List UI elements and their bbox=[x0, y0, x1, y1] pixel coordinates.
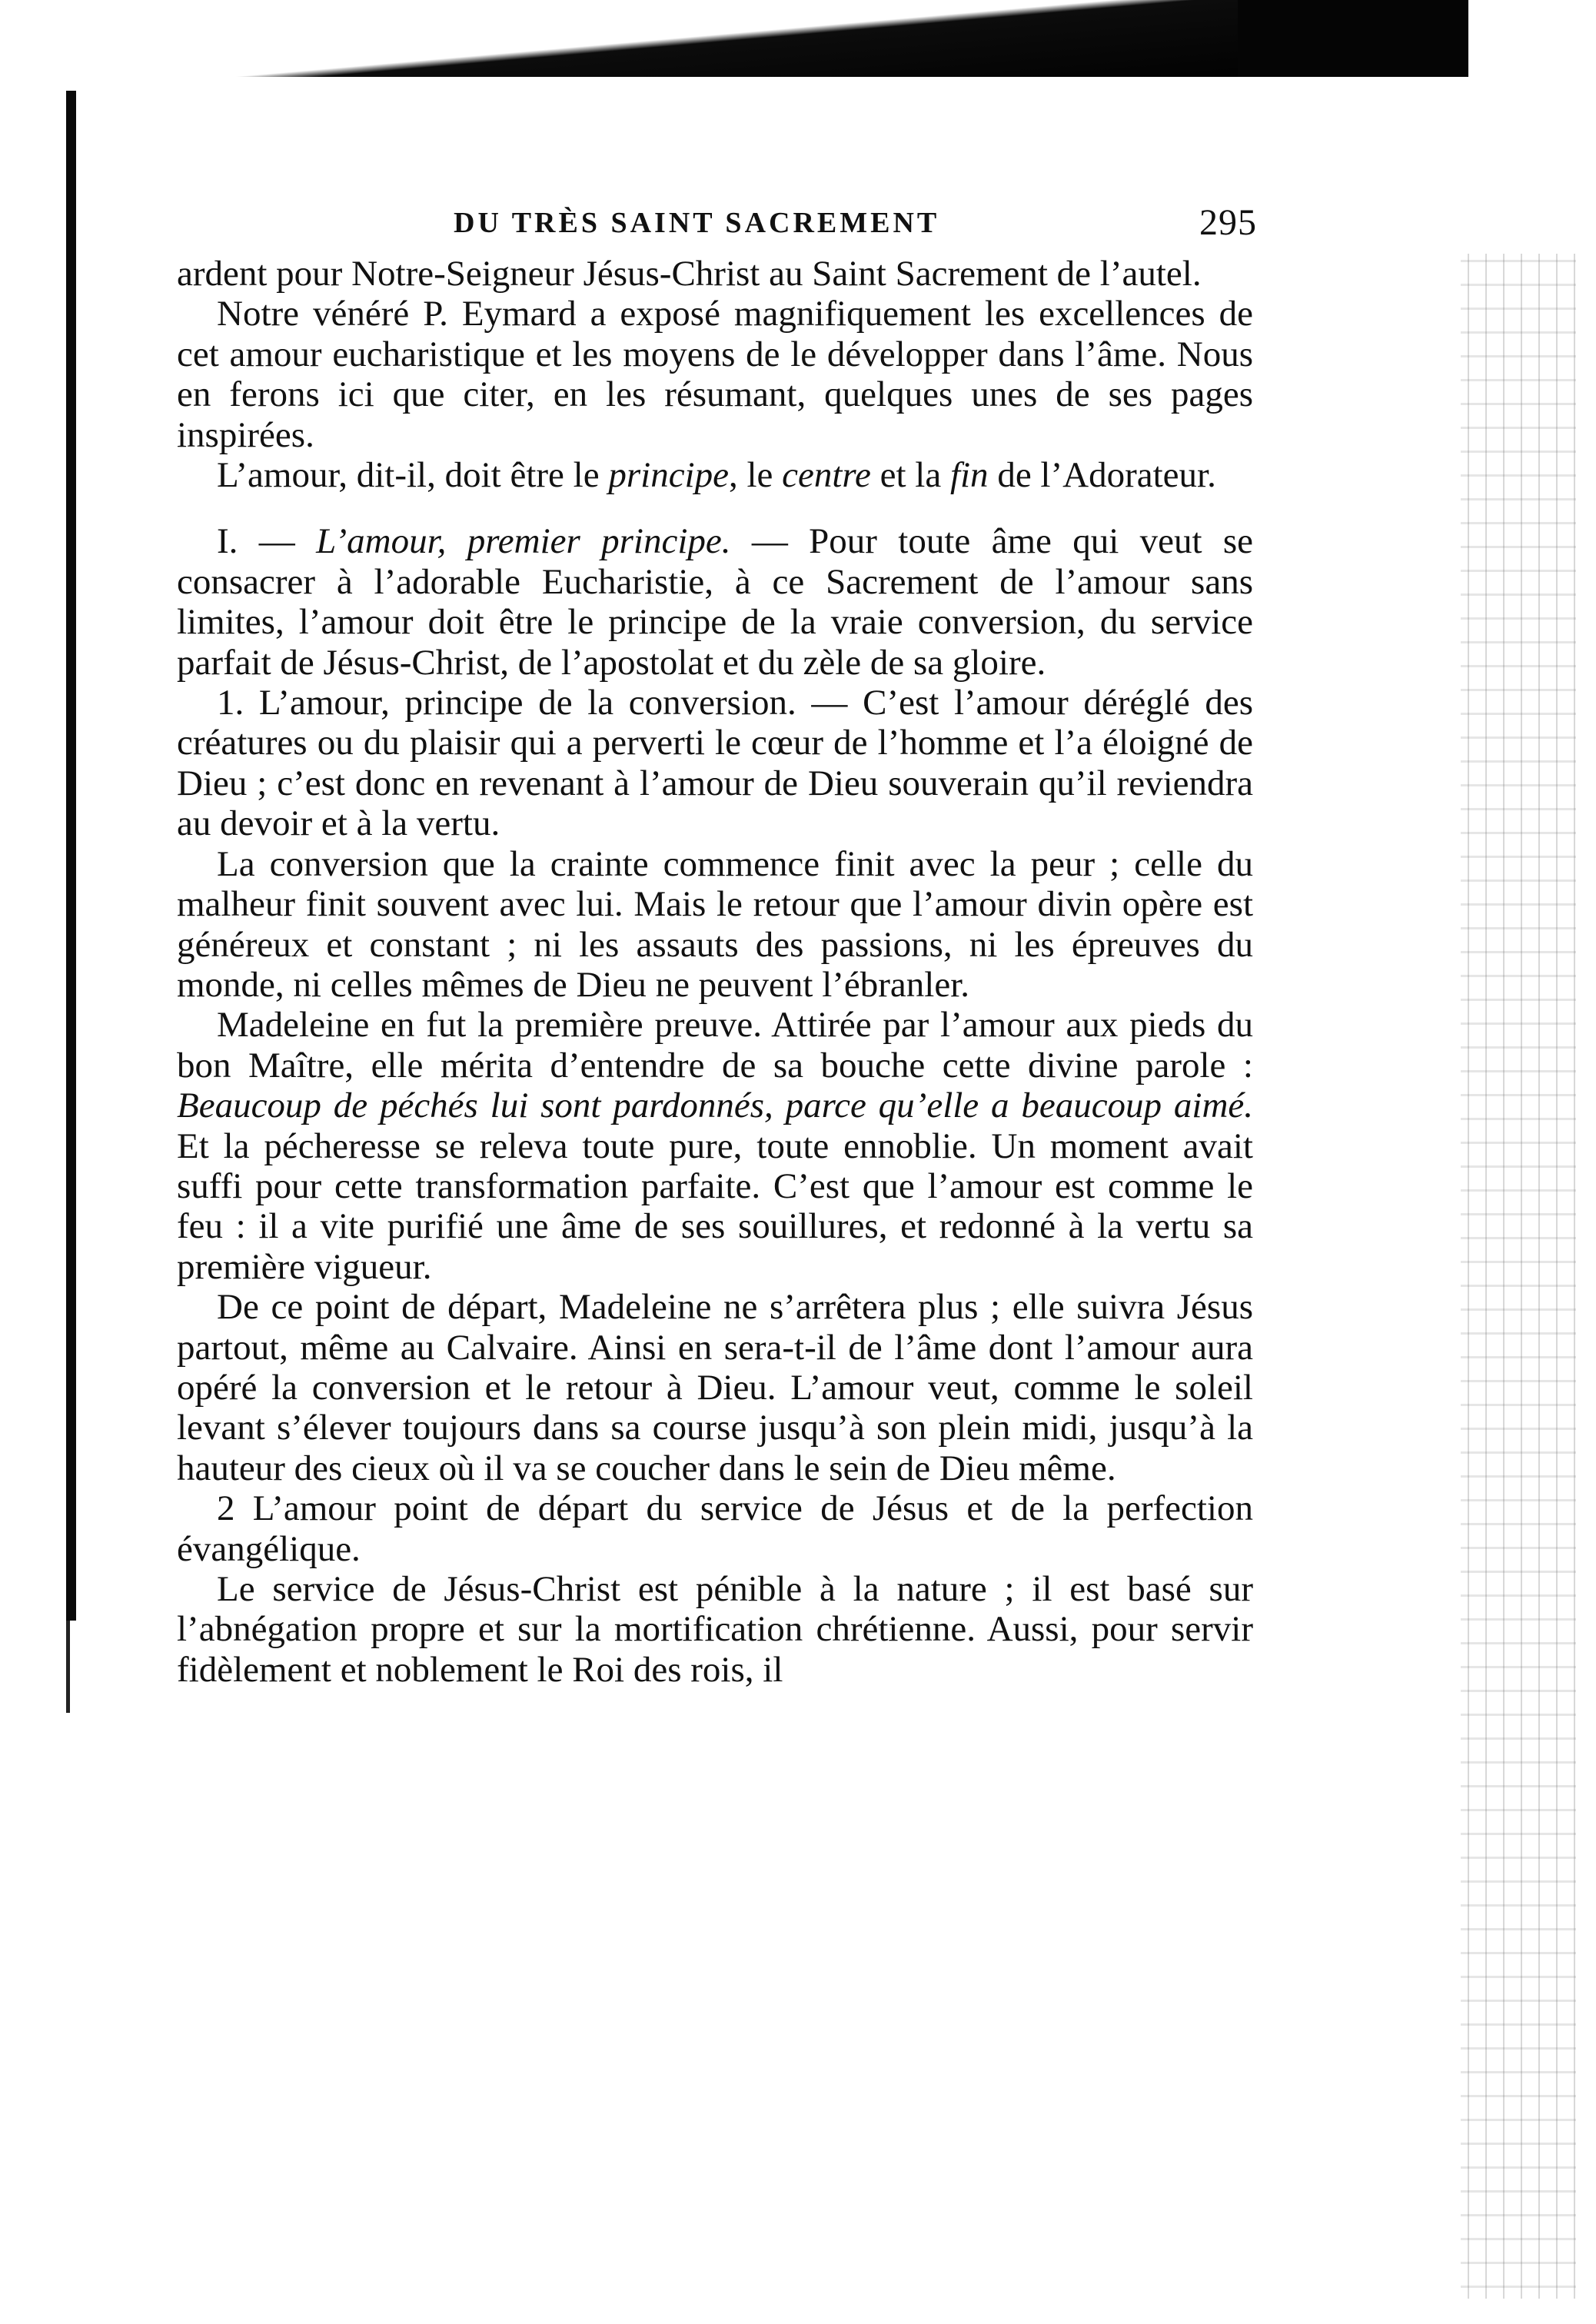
page-body bbox=[177, 254, 1253, 1690]
paragraph: L’amour, dit-il, doit être le principe, le centre et la fin de l’Adorateur. bbox=[217, 455, 1216, 496]
scan-bleed-through bbox=[1461, 254, 1576, 2299]
scan-edge-left bbox=[66, 91, 76, 1621]
paragraph: ardent pour Notre-Seigneur Jésus-Christ au Saint Sacrement de l’autel. bbox=[177, 254, 1202, 294]
page-header bbox=[177, 201, 1257, 248]
page-number: 295 bbox=[1199, 202, 1257, 243]
paragraph: De ce point de départ, Madeleine ne s’arrêtera plus ; elle suivra Jésus partout, même au Calvaire. Ainsi en sera-t-il de l’âme dont l’amour aura opéré la conversion et le retour à Dieu. L’amour veut, comme le soleil levant s’élever toujours dans sa course jusqu’à son plein midi, jusqu’à la hauteur des cieux où il va se coucher dans le sein de Dieu même. bbox=[177, 1287, 1253, 1488]
paragraph: Madeleine en fut la première preuve. Attirée par l’amour aux pieds du bon Maître, elle mérita d’entendre de sa bouche cette divine parole : Beaucoup de péchés lui sont pardonnés, parce qu’elle a beaucoup aimé. Et la pécheresse se releva toute pure, toute ennoblie. Un moment avait suffi pour cette transformation parfaite. C’est que l’amour est comme le feu : il a vite purifié une âme de ses souillures, et redonné à la vertu sa première vigueur. bbox=[177, 1005, 1253, 1287]
paragraph: Notre vénéré P. Eymard a exposé magnifiquement les excellences de cet amour eucharistique et les moyens de le développer dans l’âme. Nous en ferons ici que citer, en les résumant, quelques unes de ses pages inspirées. bbox=[177, 294, 1253, 455]
scan-edge-left-tail bbox=[66, 1621, 70, 1713]
paragraph: 2 L’amour point de départ du service de Jésus et de la perfection évangélique. bbox=[177, 1488, 1253, 1569]
running-head: DU TRÈS SAINT SACREMENT bbox=[454, 207, 940, 239]
scan-edge-top-right bbox=[1238, 0, 1468, 77]
paragraph: Le service de Jésus-Christ est pénible à la nature ; il est basé sur l’abnégation propre et sur la mortification chrétienne. Aussi, pour servir fidèlement et noblement le Roi des rois, il bbox=[177, 1569, 1253, 1690]
paragraph: La conversion que la crainte commence finit avec la peur ; celle du malheur finit souvent avec lui. Mais le retour que l’amour divin opère est généreux et constant ; ni les assauts des passions, ni les épreuves du monde, ni celles mêmes de Dieu ne peuvent l’ébranler. bbox=[177, 843, 1253, 1005]
paragraph: 1. L’amour, principe de la conversion. — C’est l’amour déréglé des créatures ou du plaisir qui a perverti le cœur de l’homme et l’a éloigné de Dieu ; c’est donc en revenant à l’amour de Dieu souverain qu’il reviendra au devoir et à la vertu. bbox=[177, 683, 1253, 844]
section-heading-paragraph: I. — L’amour, premier principe. — Pour toute âme qui veut se consacrer à l’adorable Eucharistie, à ce Sacrement de l’amour sans limites, l’amour doit être le principe de la vraie conversion, du service parfait de Jésus-Christ, de l’apostolat et du zèle de sa gloire. bbox=[177, 521, 1253, 683]
